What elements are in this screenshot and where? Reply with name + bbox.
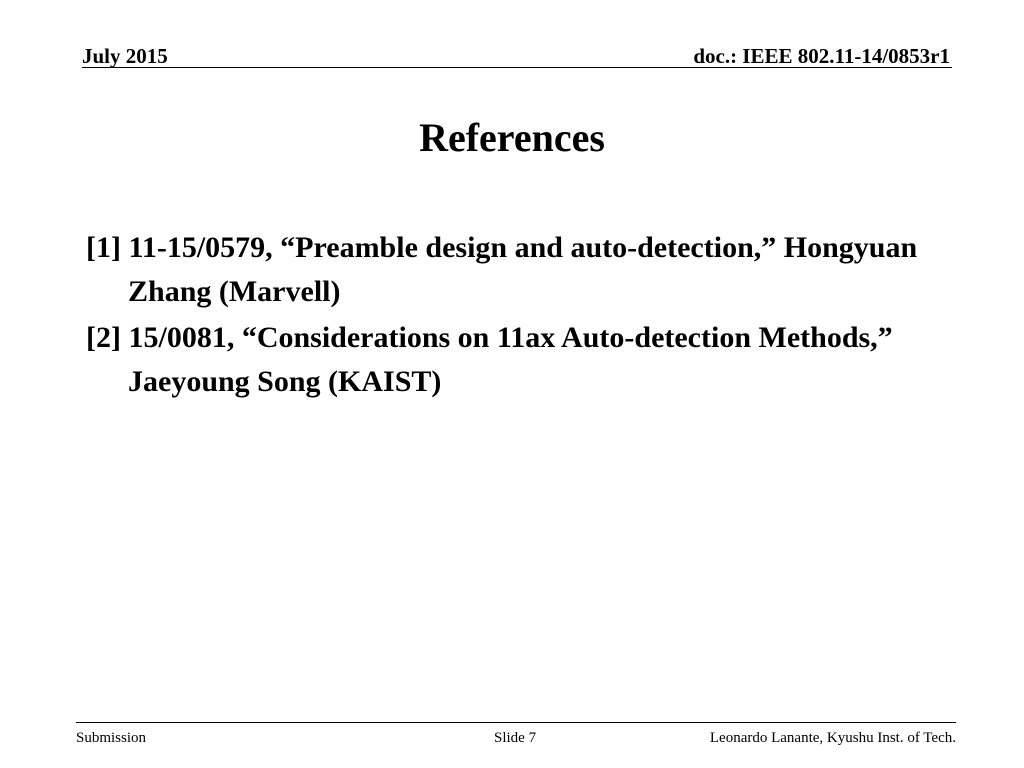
footer-slide-number: Slide 7 — [494, 730, 537, 746]
header-doc-id: doc.: IEEE 802.11-14/0853r1 — [693, 44, 950, 68]
header-divider — [82, 67, 952, 68]
reference-list — [86, 226, 946, 406]
slide-title: References — [419, 115, 605, 160]
footer-divider — [76, 722, 956, 723]
reference-item-2: [2] 15/0081, “Considerations on 11ax Auto-detection Methods,” Jaeyoung Song (KAIST) — [86, 321, 893, 398]
header-date: July 2015 — [82, 44, 168, 68]
reference-item-1: [1] 11-15/0579, “Preamble design and auto-detection,” Hongyuan Zhang (Marvell) — [86, 231, 918, 308]
footer-author: Leonardo Lanante, Kyushu Inst. of Tech. — [709, 730, 956, 746]
footer-submission: Submission — [76, 730, 147, 746]
